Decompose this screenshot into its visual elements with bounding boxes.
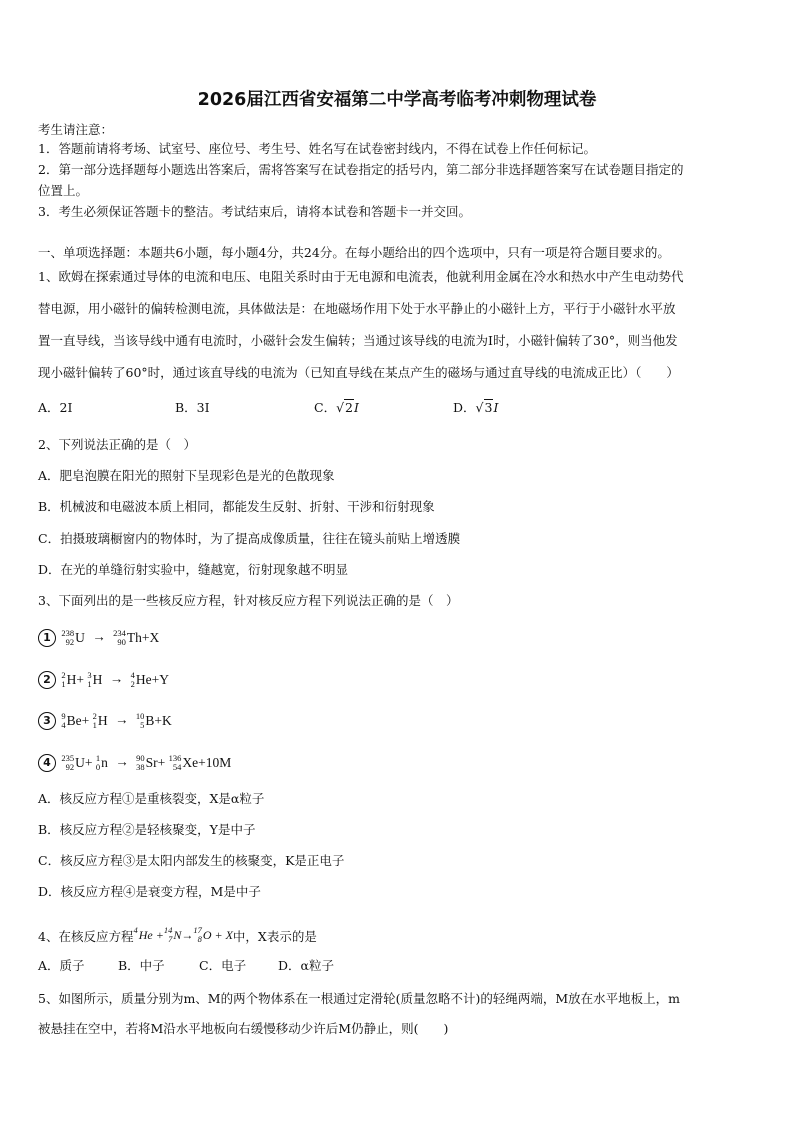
notice-item: 3．考生必须保证答题卡的整洁。考试结束后，请将本试卷和答题卡一并交回。 — [38, 204, 471, 219]
question-1-line: 置一直导线，当该导线中通有电流时，小磁针会发生偏转；当通过该导线的电流为I时，小磁针偏转了30°，则当他发 — [38, 333, 678, 348]
question-3-stem: 3、下面列出的是一些核反应方程，针对核反应方程下列说法正确的是（ ） — [38, 593, 459, 608]
q1-option-b: B．3I — [175, 400, 210, 415]
question-2-stem: 2、下列说法正确的是（ ） — [38, 437, 196, 452]
q3-option-d: D．核反应方程④是衰变方程，M是中子 — [38, 884, 261, 899]
q4-option-a: A．质子 — [38, 958, 85, 973]
q1-option-c: C．√2I — [314, 400, 359, 415]
q3-option-b: B．核反应方程②是轻核聚变，Y是中子 — [38, 822, 256, 837]
nuclear-equation-3: 3 9 4 Be+ 2 1 H → 10 5 B+K — [38, 709, 172, 732]
q2-option-b: B．机械波和电磁波本质上相同，都能发生反射、折射、干涉和衍射现象 — [38, 499, 435, 514]
question-1-line: 替电源，用小磁针的偏转检测电流，具体做法是：在地磁场作用下处于水平静止的小磁针上方，平行于小磁针水平放 — [38, 301, 676, 316]
question-5-line: 被悬挂在空中，若将M沿水平地板向右缓慢移动少许后M仍静止，则( ) — [38, 1021, 449, 1036]
question-1-line: 1、欧姆在探索通过导体的电流和电压、电阻关系时由于无电源和电流表，他就利用金属在冷水和热水中产生电动势代 — [38, 269, 684, 284]
notice-item: 位置上。 — [38, 183, 89, 198]
q4-option-b: B．中子 — [118, 958, 165, 973]
nuclear-equation-4: 4 235 92 U+ 1 0 n → 90 38 Sr+ 136 54 Xe+10M — [38, 751, 231, 774]
eq-number: 2 — [38, 671, 56, 689]
q4-equation: 4 He + 14 7 N→ 17 8 O + X — [133, 925, 233, 945]
q2-option-c: C．拍摄玻璃橱窗内的物体时，为了提高成像质量，往往在镜头前贴上增透膜 — [38, 531, 461, 546]
eq-number: 4 — [38, 754, 56, 772]
q3-option-c: C．核反应方程③是太阳内部发生的核聚变，K是正电子 — [38, 853, 345, 868]
q2-option-a: A．肥皂泡膜在阳光的照射下呈现彩色是光的色散现象 — [38, 468, 335, 483]
question-4-stem: 4、在核反应方程 4 He + 14 7 N→ 17 8 O + X 中，X表示的是 — [38, 925, 317, 945]
notice-item: 1．答题前请将考场、试室号、座位号、考生号、姓名写在试卷密封线内，不得在试卷上作任何标记。 — [38, 141, 596, 156]
nuclear-equation-1: 1 238 92 U → 234 90 Th+X — [38, 626, 159, 649]
eq-number: 1 — [38, 629, 56, 647]
question-1-line: 现小磁针偏转了60°时，通过该直导线的电流为（已知直导线在某点产生的磁场与通过直导线的电流成正比）（ ） — [38, 365, 679, 380]
q3-option-a: A．核反应方程①是重核裂变，X是α粒子 — [38, 791, 265, 806]
question-5-line: 5、如图所示，质量分别为m、M的两个物体系在一根通过定滑轮(质量忽略不计)的轻绳两端，M放在水平地板上，m — [38, 991, 681, 1006]
q2-option-d: D．在光的单缝衍射实验中，缝越宽，衍射现象越不明显 — [38, 562, 349, 577]
section-heading: 一、单项选择题：本题共6小题，每小题4分，共24分。在每小题给出的四个选项中，只有一项是符合题目要求的。 — [38, 245, 670, 260]
q4-option-d: D．α粒子 — [278, 958, 334, 973]
notice-heading: 考生请注意： — [38, 122, 114, 137]
notice-item: 2．第一部分选择题每小题选出答案后，需将答案写在试卷指定的括号内，第二部分非选择题答案写在试卷题目指定的 — [38, 162, 684, 177]
q4-option-c: C．电子 — [199, 958, 247, 973]
nuclear-equation-2: 2 2 1 H+ 3 1 H → 4 2 He+Y — [38, 668, 169, 691]
q1-option-a: A．2I — [38, 400, 73, 415]
eq-number: 3 — [38, 712, 56, 730]
q1-option-d: D．√3I — [453, 400, 499, 415]
page-title: 2026届江西省安福第二中学高考临考冲刺物理试卷 — [197, 90, 597, 110]
